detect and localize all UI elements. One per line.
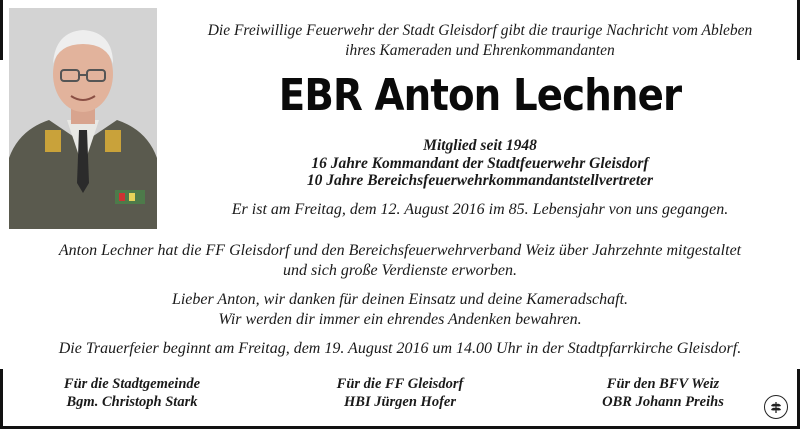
frame-corner-bottom-left [0,369,3,429]
role-line: 10 Jahre Bereichsfeuerwehrkommandantstellvertreter [306,172,654,189]
thanks-line-1: Lieber Anton, wir danken für deinen Einsatz und deine Kameradschaft. [171,291,629,308]
signature-stadtgemeinde [22,375,242,411]
funeral-info: Die Trauerfeier beginnt am Freitag, dem 19. August 2016 um 14.00 Uhr in der Stadtpfarrkirche Gleisdorf. [58,340,742,357]
intro-text [165,21,795,61]
signature-org: Für die Stadtgemeinde [63,376,201,392]
roles-list [165,137,795,190]
tribute-line-2: und sich große Verdienste erworben. [283,262,517,279]
tribute-text [0,241,800,281]
intro-line-2: ihres Kameraden und Ehrenkommandanten [345,42,615,59]
leaf-emblem-icon [764,395,788,419]
signature-person: OBR Johann Preihs [602,394,724,410]
role-line: Mitglied seit 1948 [423,137,537,154]
signature-org: Für die FF Gleisdorf [336,376,464,392]
thanks-text [0,290,800,330]
date-of-death-text: Er ist am Freitag, dem 12. August 2016 im 85. Lebensjahr von uns gegangen. [231,201,729,218]
portrait-photo [9,8,157,229]
signature-ff-gleisdorf [290,375,510,411]
signature-org: Für den BFV Weiz [606,376,720,392]
frame-corner-top-left [0,0,3,60]
signature-person: Bgm. Christoph Stark [66,394,198,410]
tribute-line-1: Anton Lechner hat die FF Gleisdorf und den Bereichsfeuerwehrverband Weiz über Jahrzehnte mitgestaltet [58,242,742,259]
intro-line-1: Die Freiwillige Feuerwehr der Stadt Gleisdorf gibt die traurige Nachricht vom Ableben [207,22,753,39]
signature-person: HBI Jürgen Hofer [344,394,456,410]
deceased-name: EBR Anton Lechner [278,70,682,121]
role-line: 16 Jahre Kommandant der Stadtfeuerwehr Gleisdorf [311,154,649,172]
thanks-line-2: Wir werden dir immer ein ehrendes Andenken bewahren. [218,311,582,328]
signature-bfv-weiz [553,375,773,411]
